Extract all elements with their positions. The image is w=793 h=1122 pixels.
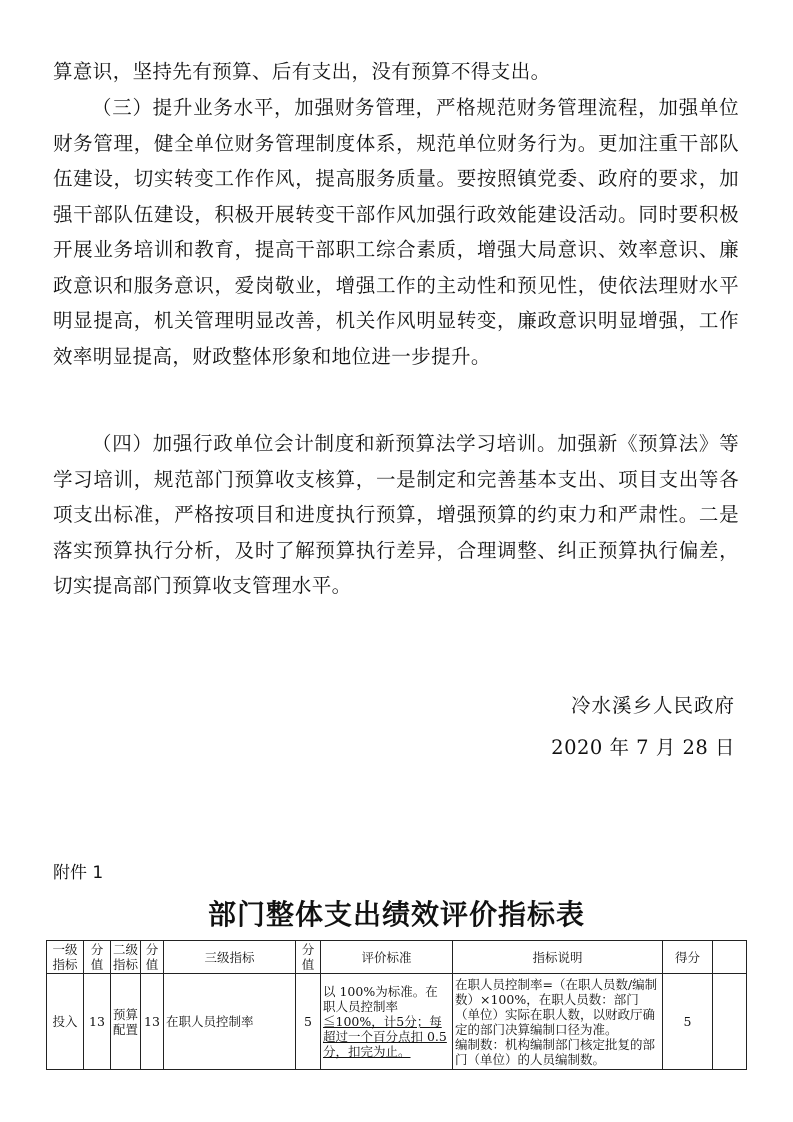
cell-description bbox=[453, 974, 663, 1070]
header-criteria: 评价标准 bbox=[321, 941, 453, 974]
header-blank bbox=[713, 941, 747, 974]
cell-score1: 13 bbox=[84, 974, 111, 1070]
header-score1: 分值 bbox=[84, 941, 111, 974]
cell-level1: 投入 bbox=[47, 974, 84, 1070]
cell-blank bbox=[713, 974, 747, 1070]
header-level3: 三级指标 bbox=[164, 941, 296, 974]
paragraph-budget-awareness: 算意识，坚持先有预算、后有支出，没有预算不得支出。 bbox=[53, 60, 551, 83]
cell-level2: 预算配置 bbox=[111, 974, 141, 1070]
header-level2: 二级指标 bbox=[111, 941, 141, 974]
cell-criteria bbox=[321, 974, 453, 1070]
cell-score2: 13 bbox=[141, 974, 164, 1070]
header-score2: 分值 bbox=[141, 941, 164, 974]
indicator-table bbox=[46, 940, 747, 1070]
header-result: 得分 bbox=[663, 941, 713, 974]
cell-score3: 5 bbox=[296, 974, 321, 1070]
paragraph-section-three: （三）提升业务水平，加强财务管理，严格规范财务管理流程，加强单位财务管理，健全单位财务管理制度体系，规范单位财务行为。更加注重干部队伍建设，切实转变工作作风，提高服务质量。要按照镇党委、政府的要求，加强干部队伍建设，积极开展转变干部作风加强行政效能建设活动。同时要积极开展业务培训和教育，提高干部职工综合素质，增强大局意识、效率意识、廉政意识和服务意识，爱岗敬业，增强工作的主动性和预见性，使依法理财水平明显提高，机关管理明显改善，机关作风明显转变，廉政意识明显增强，工作效率明显提高，财政整体形象和地位进一步提升。 bbox=[53, 96, 739, 368]
header-score3: 分值 bbox=[296, 941, 321, 974]
cell-level3: 在职人员控制率 bbox=[164, 974, 296, 1070]
cell-result: 5 bbox=[663, 974, 713, 1070]
criteria-underlined-text: ≦100%，计5分；每超过一个百分点扣 0.5 分，扣完为止。 bbox=[323, 1014, 447, 1059]
paragraph-section-four: （四）加强行政单位会计制度和新预算法学习培训。加强新《预算法》等学习培训，规范部门预算收支核算，一是制定和完善基本支出、项目支出等各项支出标准，严格按项目和进度执行预算，增强预算的约束力和严肃性。二是落实预算执行分析，及时了解预算执行差异，合理调整、纠正预算执行偏差，切实提高部门预算收支管理水平。 bbox=[53, 432, 739, 597]
description-line-2: 编制数：机构编制部门核定批复的部门（单位）的人员编制数。 bbox=[455, 1036, 656, 1067]
table-title: 部门整体支出绩效评价指标表 bbox=[207, 898, 585, 931]
header-description: 指标说明 bbox=[453, 941, 663, 974]
table-header-row bbox=[47, 941, 747, 974]
criteria-text: 以 100%为标准。在职人员控制率 bbox=[323, 984, 438, 1014]
signature-date: 2020 年 7 月 28 日 bbox=[551, 736, 735, 759]
signature-organization: 冷水溪乡人民政府 bbox=[570, 694, 735, 717]
table-row bbox=[47, 974, 747, 1070]
header-level1: 一级指标 bbox=[47, 941, 84, 974]
attachment-label: 附件 1 bbox=[53, 863, 104, 883]
description-line-1: 在职人员控制率=（在职人员数/编制数）×100%，在职人员数：部门（单位）实际在职人数，以财政厅确定的部门决算编制口径为准。 bbox=[455, 976, 658, 1037]
